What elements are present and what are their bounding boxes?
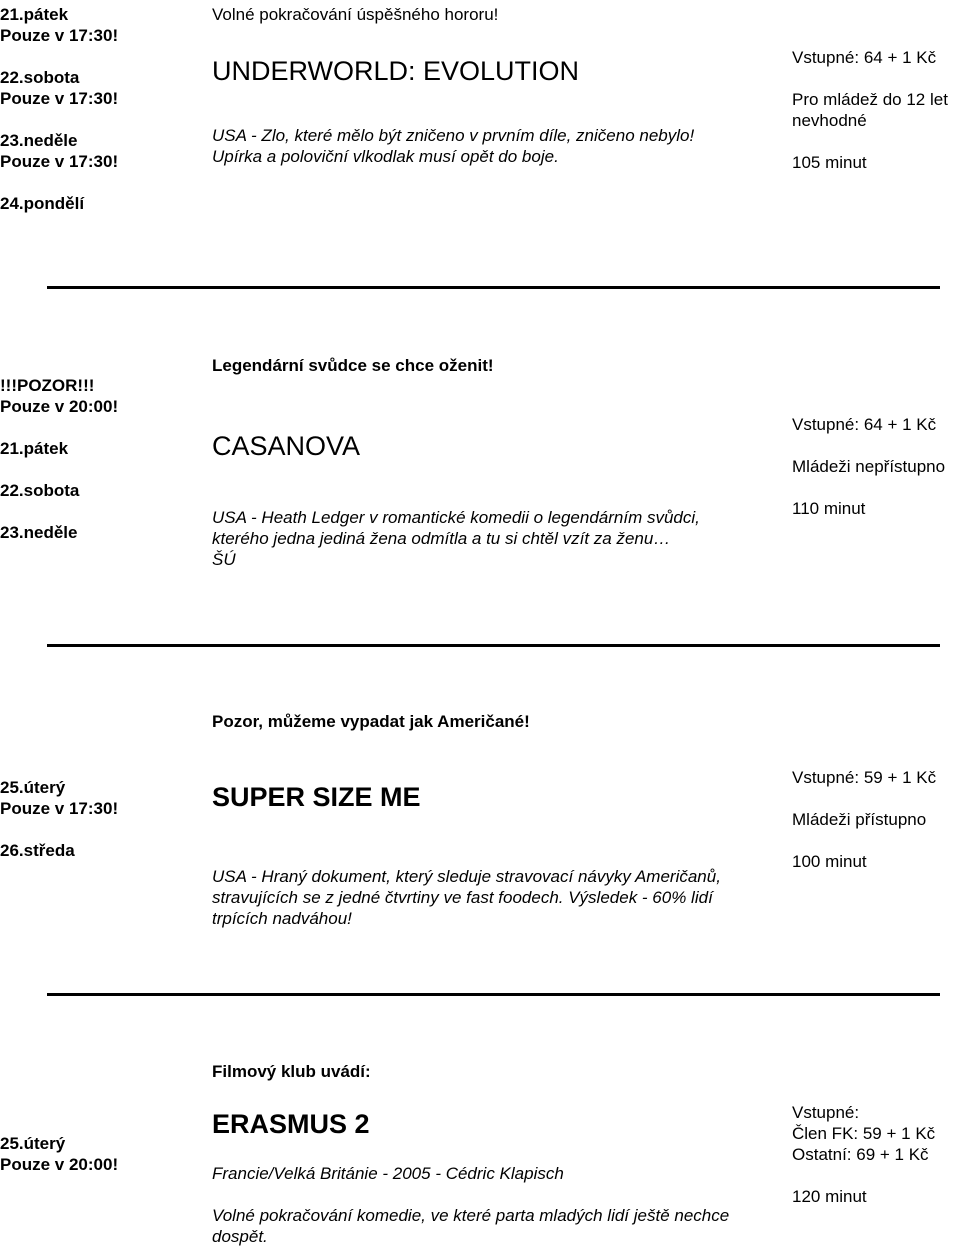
description-line: Volné pokračování komedie, ve které parta mladých lidí ještě nechce — [212, 1206, 730, 1225]
duration: 105 minut — [792, 153, 867, 172]
date-time: Pouze v 17:30! — [0, 799, 119, 818]
age-rating: Mládeži nepřístupno — [792, 457, 946, 476]
price-label: Vstupné: — [792, 1103, 860, 1122]
description-line: ŠÚ — [212, 550, 236, 569]
block1-info — [792, 47, 960, 173]
date-day: 26.středa — [0, 841, 75, 860]
date-day: 24.pondělí — [0, 194, 85, 213]
film-title: UNDERWORLD: EVOLUTION — [212, 56, 580, 86]
divider — [47, 993, 940, 996]
age-rating: Mládeži přístupno — [792, 810, 927, 829]
description-line: USA - Heath Ledger v romantické komedii o legendárním svůdci, — [212, 508, 700, 527]
date-time: Pouze v 17:30! — [0, 26, 119, 45]
duration: 120 minut — [792, 1187, 867, 1206]
price: Vstupné: 64 + 1 Kč — [792, 415, 937, 434]
film-tagline: Pozor, můžeme vypadat jak Američané! — [212, 712, 530, 731]
date-day: 21.pátek — [0, 439, 69, 458]
block3-content — [212, 781, 767, 929]
description-line: USA - Hraný dokument, který sleduje stravovací návyky Američanů, — [212, 867, 721, 886]
film-title: ERASMUS 2 — [212, 1109, 370, 1139]
duration: 100 minut — [792, 852, 867, 871]
description-line: Upírka a poloviční vlkodlak musí opět do boje. — [212, 147, 559, 166]
block4-dates — [0, 1133, 200, 1175]
block1-content — [212, 4, 767, 167]
date-day: 23.neděle — [0, 131, 78, 150]
date-day: 22.sobota — [0, 481, 80, 500]
film-origin: Francie/Velká Británie - 2005 - Cédric Klapisch — [212, 1164, 564, 1183]
film-title: SUPER SIZE ME — [212, 782, 421, 812]
date-time: Pouze v 20:00! — [0, 1155, 119, 1174]
film-tagline: Legendární svůdce se chce oženit! — [212, 356, 494, 375]
date-time: Pouze v 17:30! — [0, 152, 119, 171]
film-description — [212, 1205, 767, 1247]
film-description — [212, 507, 767, 570]
price-member: Člen FK: 59 + 1 Kč — [792, 1124, 936, 1143]
description-line: USA - Zlo, které mělo být zničeno v prvním díle, zničeno nebylo! — [212, 126, 695, 145]
description-line: trpících nadváhou! — [212, 909, 352, 928]
price-other: Ostatní: 69 + 1 Kč — [792, 1145, 929, 1164]
warning-label: !!!POZOR!!! — [0, 376, 95, 395]
date-time: Pouze v 17:30! — [0, 89, 119, 108]
description-line: kterého jedna jediná žena odmítla a tu si chtěl vzít za ženu… — [212, 529, 671, 548]
block4-info — [792, 1102, 960, 1207]
divider — [47, 644, 940, 647]
film-description — [212, 866, 767, 929]
film-tagline: Volné pokračování úspěšného hororu! — [212, 5, 499, 24]
date-day: 23.neděle — [0, 523, 78, 542]
age-rating: Pro mládež do 12 let — [792, 90, 948, 109]
film-title: CASANOVA — [212, 431, 361, 461]
date-day: 25.úterý — [0, 1134, 66, 1153]
price: Vstupné: 64 + 1 Kč — [792, 48, 937, 67]
block2-dates — [0, 375, 200, 543]
block4-tagline-wrap — [212, 1061, 767, 1082]
duration: 110 minut — [792, 499, 866, 518]
date-day: 25.úterý — [0, 778, 66, 797]
block3-dates — [0, 777, 200, 861]
age-rating: nevhodné — [792, 111, 867, 130]
block2-content — [212, 355, 767, 570]
description-line: stravujících se z jedné čtvrtiny ve fast foodech. Výsledek - 60% lidí — [212, 888, 713, 907]
date-time: Pouze v 20:00! — [0, 397, 119, 416]
block3-info — [792, 767, 960, 872]
date-day: 21.pátek — [0, 5, 69, 24]
description-line: dospět. — [212, 1227, 268, 1246]
divider — [47, 286, 940, 289]
block1-dates — [0, 4, 200, 214]
block2-info — [792, 414, 960, 519]
block3-tagline-wrap — [212, 711, 767, 732]
block4-content — [212, 1108, 767, 1247]
film-description — [212, 125, 767, 167]
date-day: 22.sobota — [0, 68, 80, 87]
film-tagline: Filmový klub uvádí: — [212, 1062, 371, 1081]
price: Vstupné: 59 + 1 Kč — [792, 768, 937, 787]
